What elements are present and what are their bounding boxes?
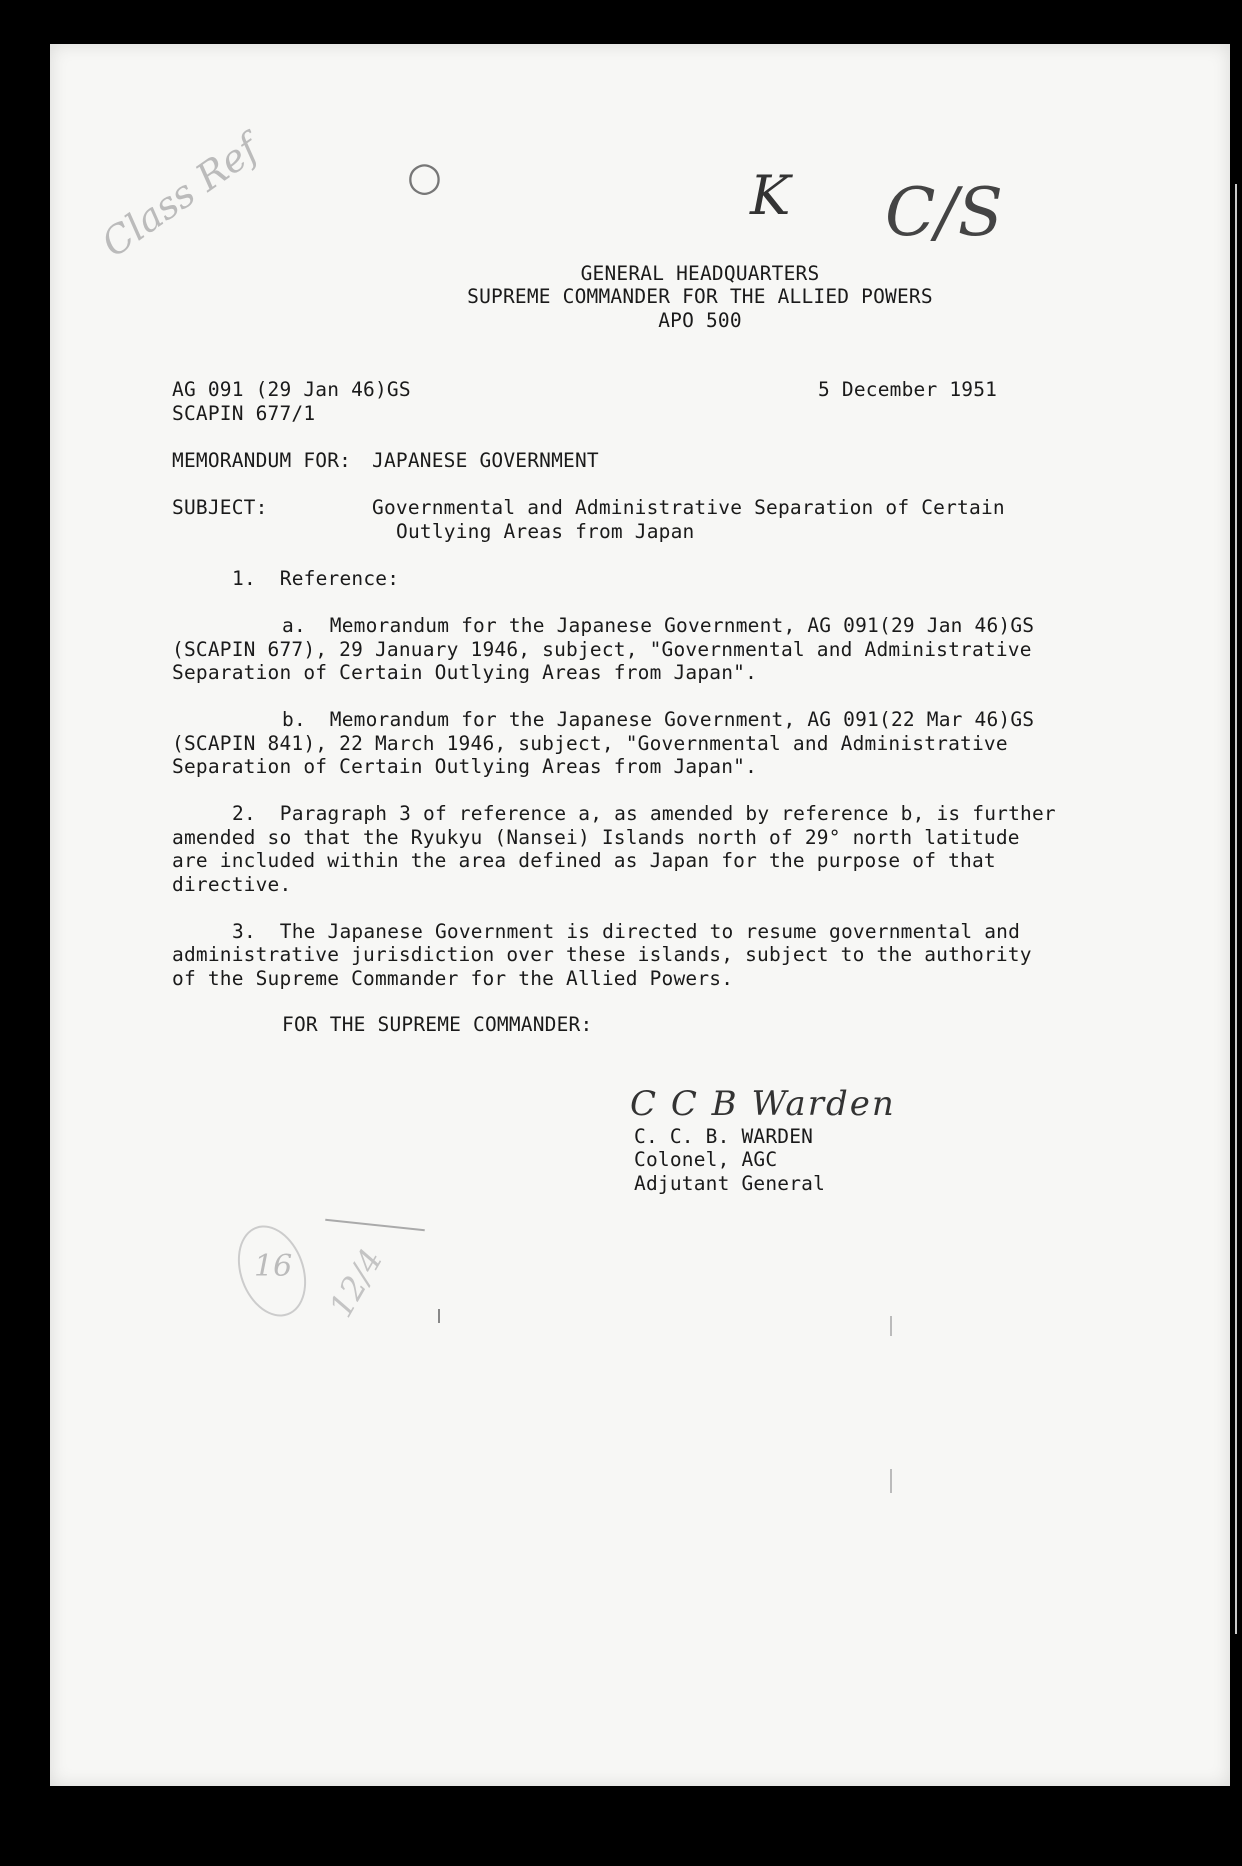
signatory-rank: Colonel, AGC <box>634 1148 778 1171</box>
small-circle-mark: ○ <box>407 154 442 200</box>
subject-line-2: Outlying Areas from Japan <box>396 520 695 543</box>
subject-line-1: Governmental and Administrative Separation of Certain <box>372 496 1005 519</box>
faint-stamp-date: 12/4 <box>321 1242 391 1324</box>
edge-speck-right-1 <box>890 1316 892 1336</box>
para3-line-3: of the Supreme Commander for the Allied Powers. <box>172 967 734 990</box>
para3-line-1: 3. The Japanese Government is directed to resume governmental and <box>232 920 1021 943</box>
subject-label: SUBJECT: <box>172 496 268 519</box>
faint-pencil-line <box>325 1219 425 1231</box>
para2-line-3: are included within the area defined as Japan for the purpose of that <box>172 849 996 872</box>
cs-mark-handwritten: C/S <box>885 174 1003 251</box>
closing-line: FOR THE SUPREME COMMANDER: <box>282 1013 593 1036</box>
margin-note-handwritten: Class Ref <box>93 126 267 266</box>
header-line-2: SUPREME COMMANDER FOR THE ALLIED POWERS <box>467 285 933 308</box>
para1a-line-3: Separation of Certain Outlying Areas from Japan". <box>172 661 758 684</box>
memorandum-for-value: JAPANESE GOVERNMENT <box>372 449 599 472</box>
speck-mark <box>438 1309 440 1323</box>
para1-heading: 1. Reference: <box>232 567 400 590</box>
edge-speck-right-2 <box>890 1469 892 1493</box>
para2-line-4: directive. <box>172 873 292 896</box>
page-edge <box>1235 184 1242 1634</box>
para1a-line-2: (SCAPIN 677), 29 January 1946, subject, "Governmental and Administrative <box>172 638 1032 661</box>
document-page <box>50 44 1230 1786</box>
header-line-1: GENERAL HEADQUARTERS <box>580 262 820 285</box>
signatory-name: C. C. B. WARDEN <box>634 1125 814 1148</box>
para2-line-1: 2. Paragraph 3 of reference a, as amended by reference b, is further <box>232 802 1056 825</box>
signatory-title: Adjutant General <box>634 1172 826 1195</box>
para3-line-2: administrative jurisdiction over these islands, subject to the authority <box>172 943 1032 966</box>
file-reference-scapin: SCAPIN 677/1 <box>172 402 316 425</box>
para1b-line-1: b. Memorandum for the Japanese Government, AG 091(22 Mar 46)GS <box>282 708 1035 731</box>
para1b-line-3: Separation of Certain Outlying Areas from Japan". <box>172 755 758 778</box>
header-line-3: APO 500 <box>658 309 742 332</box>
para2-line-2: amended so that the Ryukyu (Nansei) Islands north of 29° north latitude <box>172 826 1020 849</box>
memorandum-for-label: MEMORANDUM FOR: <box>172 449 352 472</box>
file-reference-ag: AG 091 (29 Jan 46)GS <box>172 378 411 401</box>
top-mark-handwritten: K <box>750 164 791 227</box>
faint-stamp-number: 16 <box>254 1249 293 1284</box>
para1b-line-2: (SCAPIN 841), 22 March 1946, subject, "Governmental and Administrative <box>172 732 1008 755</box>
document-date: 5 December 1951 <box>818 378 998 401</box>
handwritten-signature: C C B Warden <box>630 1084 896 1124</box>
para1a-line-1: a. Memorandum for the Japanese Government, AG 091(29 Jan 46)GS <box>282 614 1035 637</box>
